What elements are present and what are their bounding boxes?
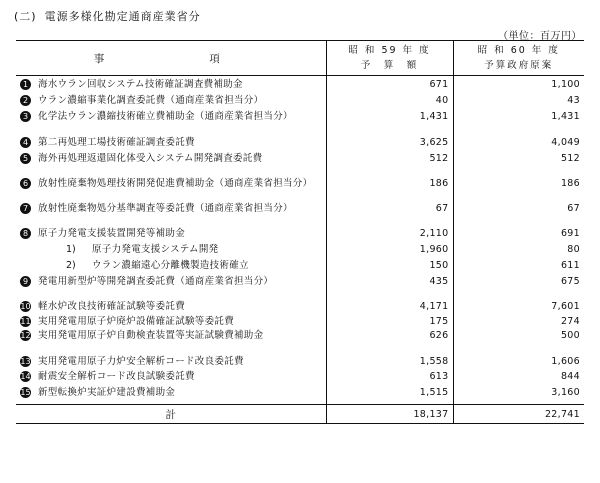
row-item-cell (16, 134, 326, 151)
table-row (16, 328, 584, 353)
row-fy59-value: 1,960 (326, 242, 453, 258)
row-number-badge: 3 (20, 111, 31, 122)
sub-item-number: 1) (66, 243, 76, 255)
row-item-label: 実用発電用原子炉自動検査装置等実証試験費補助金 (38, 329, 264, 341)
row-fy59-value: 186 (326, 176, 453, 201)
row-number-badge: 14 (20, 371, 31, 381)
sub-item-number: 2) (66, 259, 76, 271)
table-row (16, 151, 584, 176)
header-fy60-line2: 予算政府原案 (484, 60, 554, 71)
row-item-cell (16, 385, 326, 405)
row-item-label: ウラン濃縮事業化調査委託費（通商産業省担当分） (38, 94, 264, 106)
table-row (16, 369, 584, 385)
row-fy60-value: 675 (453, 274, 584, 299)
row-item-label: 海水ウラン回収システム技術確証調査費補助金 (38, 79, 243, 90)
row-item-cell (16, 353, 326, 369)
row-fy60-value: 3,160 (453, 385, 584, 405)
budget-table (16, 40, 584, 424)
table-row (16, 258, 584, 274)
row-fy59-value: 1,431 (326, 109, 453, 134)
row-number-badge: 2 (20, 95, 31, 106)
row-fy59-value: 626 (326, 328, 453, 353)
row-item-label: 第二再処理工場技術確証調査委託費 (38, 136, 195, 148)
table-row (16, 176, 584, 201)
row-item-label: 原子力発電支援装置開発等補助金 (38, 227, 186, 239)
header-fy59-line1: 昭 和 59 年 度 (348, 45, 431, 56)
row-fy60-value: 43 (453, 93, 584, 109)
row-number-badge: 6 (20, 178, 31, 189)
table-row (16, 134, 584, 151)
row-item-label: 実用発電用原子炉廃炉設備確証試験等委託費 (38, 315, 235, 327)
total-fy60: 22,741 (453, 405, 584, 424)
row-fy59-value: 3,625 (326, 134, 453, 151)
row-number-badge: 9 (20, 276, 31, 287)
row-number-badge: 11 (20, 316, 31, 326)
row-fy60-value: 7,601 (453, 299, 584, 315)
row-fy60-value: 4,049 (453, 134, 584, 151)
row-fy59-value: 175 (326, 315, 453, 328)
table-row (16, 109, 584, 134)
row-number-badge: 1 (20, 79, 31, 90)
table-row (16, 76, 584, 93)
row-item-label: 化学法ウラン濃縮技術確立費補助金（通商産業省担当分） (38, 110, 293, 122)
row-item-label: 発電用新型炉等開発調査委託費（通商産業省担当分） (38, 275, 274, 287)
row-fy60-value: 1,606 (453, 353, 584, 369)
total-row (16, 405, 584, 424)
row-item-cell (16, 258, 326, 274)
row-number-badge: 15 (20, 387, 31, 397)
row-item-cell (16, 176, 326, 201)
row-item-cell (16, 328, 326, 353)
row-item-label: 放射性廃棄物処分基準調査等委託費（通商産業省担当分） (38, 202, 293, 214)
row-number-badge: 13 (20, 356, 31, 366)
row-item-cell (16, 93, 326, 109)
row-fy60-value: 1,431 (453, 109, 584, 134)
row-number-badge: 8 (20, 228, 31, 239)
table-row (16, 385, 584, 405)
unit-label: （単位：百万円） (498, 31, 582, 42)
table-body (16, 76, 584, 405)
total-fy59: 18,137 (326, 405, 453, 424)
row-fy59-value: 2,110 (326, 226, 453, 242)
row-fy60-value: 500 (453, 328, 584, 353)
row-item-cell (16, 299, 326, 315)
table-row (16, 299, 584, 315)
table-row (16, 93, 584, 109)
row-fy60-value: 80 (453, 242, 584, 258)
table-row (16, 315, 584, 328)
row-number-badge: 7 (20, 203, 31, 214)
row-fy60-value: 1,100 (453, 76, 584, 93)
row-item-label: 軽水炉改良技術確証試験等委託費 (38, 300, 186, 312)
table-row (16, 226, 584, 242)
row-fy59-value: 435 (326, 274, 453, 299)
row-fy60-value: 844 (453, 369, 584, 385)
table-row (16, 274, 584, 299)
row-fy59-value: 512 (326, 151, 453, 176)
row-fy60-value: 186 (453, 176, 584, 201)
row-item-cell (16, 109, 326, 134)
row-number-badge: 5 (20, 153, 31, 164)
row-fy60-value: 274 (453, 315, 584, 328)
row-fy59-value: 1,558 (326, 353, 453, 369)
sub-item-label: ウラン濃縮遠心分離機製造技術確立 (92, 259, 249, 271)
row-fy59-value: 4,171 (326, 299, 453, 315)
header-fy60-line1: 昭 和 60 年 度 (477, 45, 560, 56)
row-fy59-value: 1,515 (326, 385, 453, 405)
page-title (14, 8, 201, 24)
row-fy59-value: 67 (326, 201, 453, 226)
row-item-cell (16, 151, 326, 176)
row-number-badge: 4 (20, 137, 31, 148)
row-item-label: 新型転換炉実証炉建設費補助金 (38, 386, 176, 398)
table-row (16, 353, 584, 369)
header-item: 事 項 (16, 41, 326, 76)
header-fy59 (326, 41, 453, 76)
row-item-label: 耐震安全解析コード改良試験委託費 (38, 370, 195, 382)
row-fy59-value: 150 (326, 258, 453, 274)
header-fy59-line2: 予 算 額 (360, 60, 419, 71)
row-fy60-value: 512 (453, 151, 584, 176)
title-text: 電源多様化勘定通商産業省分 (44, 10, 201, 23)
row-item-cell (16, 369, 326, 385)
row-item-cell (16, 201, 326, 226)
row-fy59-value: 671 (326, 76, 453, 93)
header-row (16, 41, 584, 76)
row-fy60-value: 691 (453, 226, 584, 242)
row-item-label: 実用発電用原子力炉安全解析コード改良委託費 (38, 355, 244, 367)
row-item-label: 放射性廃棄物処理技術開発促進費補助金（通商産業省担当分） (38, 177, 313, 189)
row-item-cell (16, 76, 326, 93)
row-fy59-value: 40 (326, 93, 453, 109)
row-fy60-value: 67 (453, 201, 584, 226)
row-item-cell (16, 315, 326, 328)
row-item-label: 海外再処理返還固化体受入システム開発調査委託費 (38, 152, 263, 164)
sub-item-label: 原子力発電支援システム開発 (92, 243, 219, 255)
table-row (16, 201, 584, 226)
row-number-badge: 12 (20, 330, 31, 340)
row-item-cell (16, 274, 326, 299)
header-fy60 (453, 41, 584, 76)
row-item-cell (16, 226, 326, 242)
total-label: 計 (16, 405, 326, 424)
row-item-cell (16, 242, 326, 258)
row-number-badge: 10 (20, 301, 31, 311)
row-fy59-value: 613 (326, 369, 453, 385)
row-fy60-value: 611 (453, 258, 584, 274)
section-marker: (二) (14, 10, 37, 23)
table-row (16, 242, 584, 258)
